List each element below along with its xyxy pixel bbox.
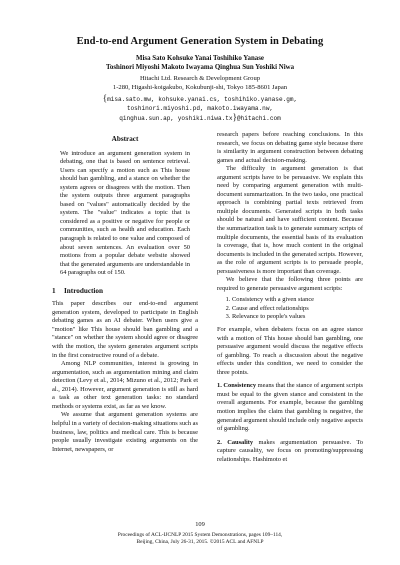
footer-line-1: Proceedings of ACL-IJCNLP 2015 System Demonstrations, pages 109–114, xyxy=(117,532,283,538)
causality-paragraph: 2. Causality makes argumentation persuasive. To capture causality, we focus on promoting/suppressing relationships. Hashimoto et xyxy=(217,438,363,463)
author-list xyxy=(0,54,400,73)
email-line-2: toshinori.miyoshi.pd, makoto.iwayama.nw, xyxy=(126,104,274,112)
consistency-heading: 1. Consistency xyxy=(217,382,257,390)
right-column xyxy=(217,131,363,464)
causality-heading: 2. Causality xyxy=(217,438,254,446)
consistency-paragraph: 1. Consistency means that the stance of argument scripts must be equal to the given stance and consistent in the overall arguments. For example, because the gambling motion implies the claim that gambling is negative, the generated argument should include only negative aspects of gambling. xyxy=(217,382,363,433)
list-item: 2. Cause and effect relationships xyxy=(232,305,363,314)
abstract-text: We introduce an argument generation system in debating, one that is based on sentence retrieval. Users can specify a motion such as This house should ban gambling, and a stance on whether the system agrees or disagrees with the motion. Then the system outputs three argument paragraphs based on "values" automatically decided by the system. The "value" indicates a topic that is considered as a positive or negative for people or communities, such as health and education. Each paragraph is related to one value and composed of about seven sentences. An evaluation over 50 motions from a popular debate website showed that the generated arguments are understandable in 64 paragraphs out of 150. xyxy=(60,149,190,277)
right-paragraph-4: For example, when debaters focus on an agree stance with a motion of This house should ban gambling, one persuasive argument would discuss the negative effects of gambling. To reach a discussion about the negative effects under this condition, we need to consider the three points. xyxy=(217,326,363,376)
affiliation xyxy=(0,74,400,93)
section-heading-introduction xyxy=(52,287,198,296)
list-item: 3. Relevance to people's values xyxy=(232,313,363,322)
email-line-1: {misa.sato.mw, kohsuke.yanai.cs, toshihiko.yanase.gm, xyxy=(102,93,298,103)
brace-close: } xyxy=(232,112,237,123)
intro-paragraph-2: Among NLP communities, interest is growing in argumentation, such as argumentation mining and claim detection (Levy et al., 2014; Mizuno et al., 2012; Park et al., 2014). However, argument generation is still as hard a task as other text generation tasks: no standard methods or systems exist, as far as we know. xyxy=(52,360,198,410)
email-domain: @hitachi.com xyxy=(236,115,281,123)
authors-line-1: Misa Sato Kohsuke Yanai Toshihiko Yanase xyxy=(136,55,264,62)
requirements-list xyxy=(217,296,363,322)
brace-open: { xyxy=(102,93,108,103)
paper-title: End-to-end Argument Generation System in Debating xyxy=(76,36,324,47)
abstract-heading: Abstract xyxy=(111,135,139,143)
right-paragraph-1: research papers before reaching conclusions. In this research, we focus on debating game style because there is similarity in argument construction between debating games and actual decision-making. xyxy=(217,131,363,164)
authors-line-2: Toshinori Miyoshi Makoto Iwayama Qinghua Sun Yoshiki Niwa xyxy=(105,64,295,72)
affiliation-line-2: 1-280, Higashi-koigakubo, Kokubunji-shi, Tokyo 185-8601 Japan xyxy=(112,84,288,92)
section-title: Introduction xyxy=(64,286,104,295)
email-line-3: qinghua.sun.ap, yoshiki.niwa.tx}@hitachi.com xyxy=(119,112,281,123)
right-paragraph-3: We believe that the following three points are required to generate persuasive argument scripts: xyxy=(217,276,363,292)
email-block xyxy=(0,94,400,124)
section-number: 1 xyxy=(52,286,56,295)
footer-line-2: Beijing, China, July 26-31, 2015. ©2015 ACL and AFNLP xyxy=(136,539,264,545)
intro-paragraph-1: This paper describes our end-to-end argument generation system, developed to participate in English debating games as an AI debater. When users give a "motion" like This house should ban gambling and a "stance" on whether the system should agree or disagree with the motion, the system generates argument scripts in the first constructive round of a debate. xyxy=(52,300,198,359)
intro-paragraph-3: We assume that argument generation systems are helpful in a variety of decision-making situations such as business, law, politics and medical care. This is because people usually investigate existing arguments on the Internet, newspapers, or xyxy=(52,411,198,453)
list-item: 1. Consistency with a given stance xyxy=(232,296,363,305)
left-column xyxy=(52,135,198,454)
abstract-section xyxy=(52,150,198,278)
affiliation-line-1: Hitachi Ltd. Research & Development Group xyxy=(139,75,261,82)
proceedings-footer xyxy=(0,532,400,546)
right-paragraph-2: The difficulty in argument generation is that argument scripts have to be persuasive. We explain this need by comparing argument generation with multi-document summarization. In the two tasks, one practical approach is combining partial texts retrieved from multiple documents. Generated scripts in both tasks should be natural and have sufficient content. Because the summarization task is to generate summary scripts of multiple documents, the essential basis of its evaluation is coverage, that is, how much content in the original documents is included in the generated scripts. However, as the role of argument scripts is to persuade people, persuasiveness is more important than coverage. xyxy=(217,165,363,275)
page-number: 109 xyxy=(195,521,205,528)
